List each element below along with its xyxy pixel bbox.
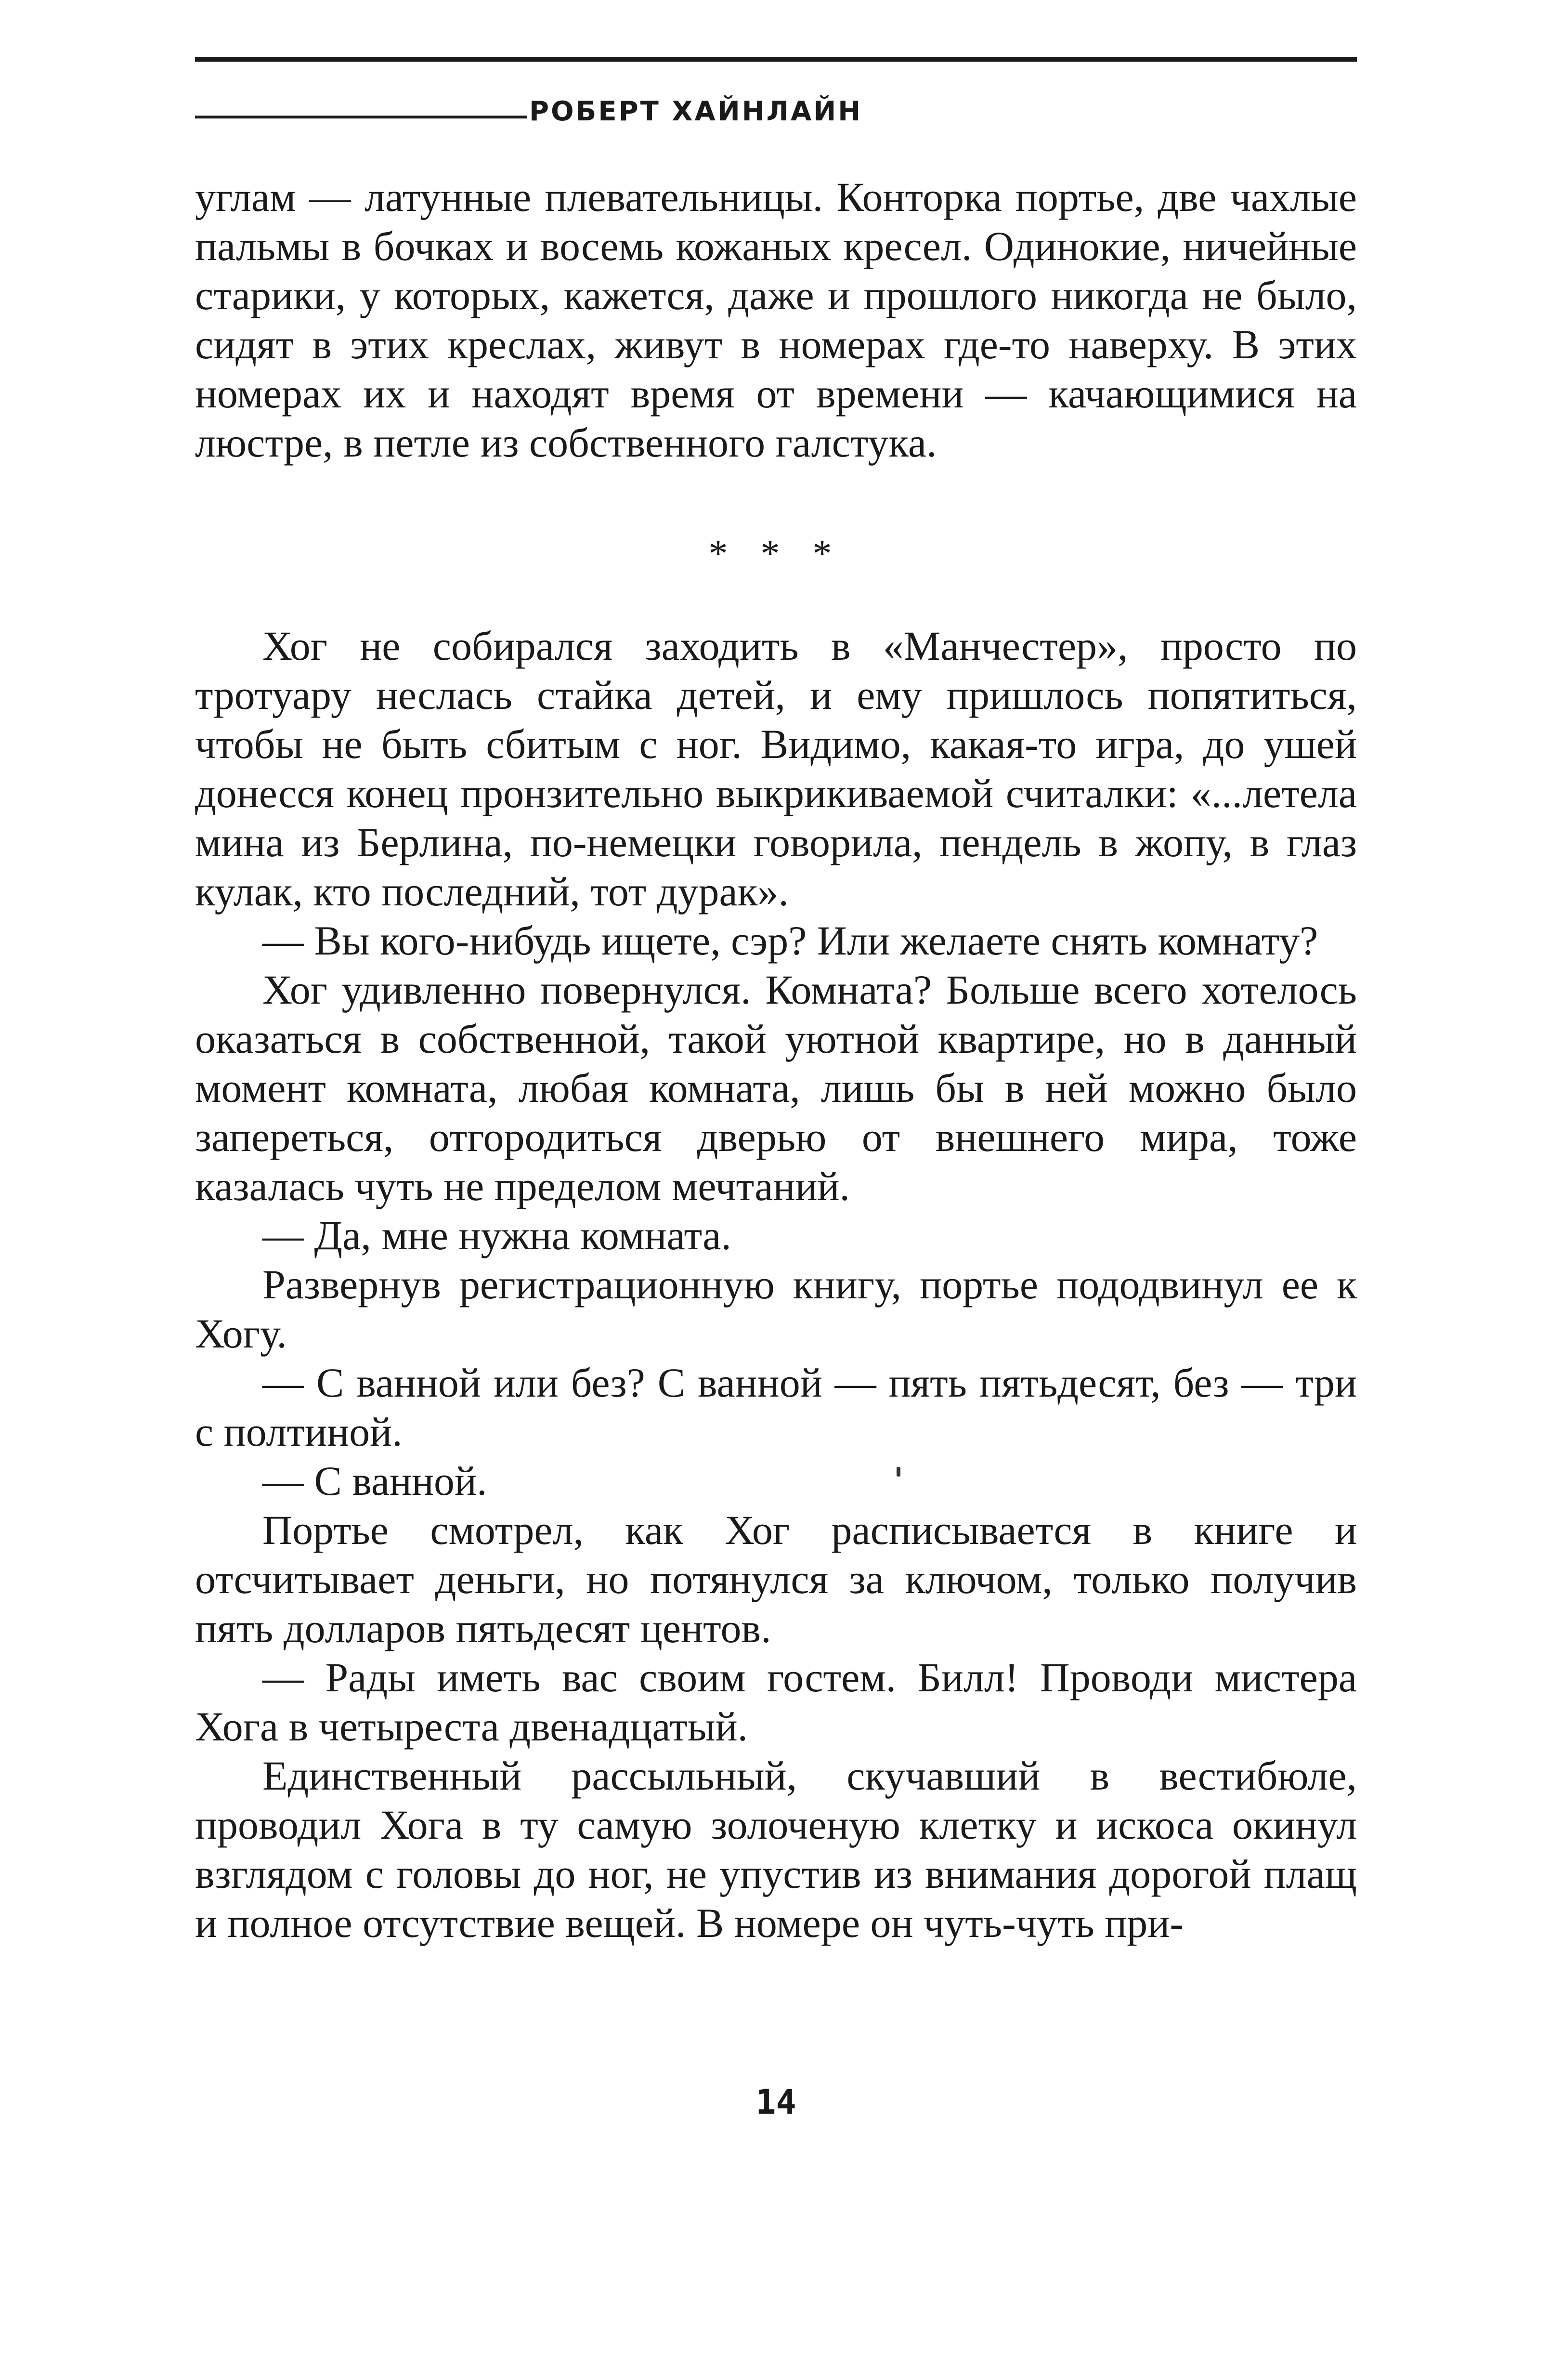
dialogue-line: — С ванной или без? С ванной — пять пятьдесят, без — три с полтиной. [195, 1360, 1357, 1455]
paragraph: Хог удивленно повернулся. Комната? Больше всего хотелось оказаться в собственной, такой уютной квартире, но в данный момент комната, любая комната, лишь бы в ней можно было запереться, отгородиться дверью от внешнего мира, тоже казалась чуть не пределом мечтаний. [195, 967, 1357, 1209]
top-text-block [195, 172, 1357, 467]
top-rule [195, 57, 1357, 62]
header-rule [195, 116, 527, 118]
paragraph-continued: углам — латунные плевательницы. Конторка портье, две чахлые пальмы в бочках и восемь кожаных кресел. Одинокие, ничейные старики, у которых, кажется, даже и прошлого никогда не было, сидят в этих креслах, живут в номерах где-то наверху. В этих номерах их и находят время от времени — качающимися на люстре, в петле из собственного галстука. [195, 174, 1357, 466]
dialogue-line: — Да, мне нужна комната. [262, 1212, 731, 1258]
dialogue-line: — С ванной. [262, 1458, 487, 1504]
section-separator: * * * [708, 533, 844, 575]
running-head-author: РОБЕРТ ХАЙНЛАЙН [529, 96, 863, 127]
page-number: 14 [755, 2082, 796, 2122]
paragraph: Портье смотрел, как Хог расписывается в книге и отсчитывает деньги, но потянулся за ключом, только получив пять долларов пятьдесят центов. [195, 1507, 1357, 1651]
dialogue-line: — Вы кого-нибудь ищете, сэр? Или желаете снять комнату? [262, 917, 1318, 964]
main-text-block [195, 621, 1357, 1948]
paragraph: Единственный рассыльный, скучавший в вестибюле, проводил Хога в ту самую золоченую клетку и искоса окинул взглядом с головы до ног, не упустив из внимания дорогой плащ и полное отсутствие вещей. В номере он чуть-чуть при- [195, 1752, 1357, 1946]
ink-speck [897, 1467, 900, 1477]
running-header [195, 87, 1357, 125]
paragraph: Развернув регистрационную книгу, портье пододвинул ее к Хогу. [195, 1261, 1357, 1357]
paragraph: Хог не собирался заходить в «Манчестер», просто по тротуару неслась стайка детей, и ему пришлось попятиться, чтобы не быть сбитым с ног. Видимо, какая-то игра, до ушей донесся конец пронзительно выкрикиваемой считалки: «...летела мина из Берлина, по-немецки говорила, пендель в жопу, в глаз кулак, кто последний, тот дурак». [195, 623, 1357, 915]
dialogue-line: — Рады иметь вас своим гостем. Билл! Проводи мистера Хога в четыреста двенадцатый. [195, 1654, 1357, 1750]
